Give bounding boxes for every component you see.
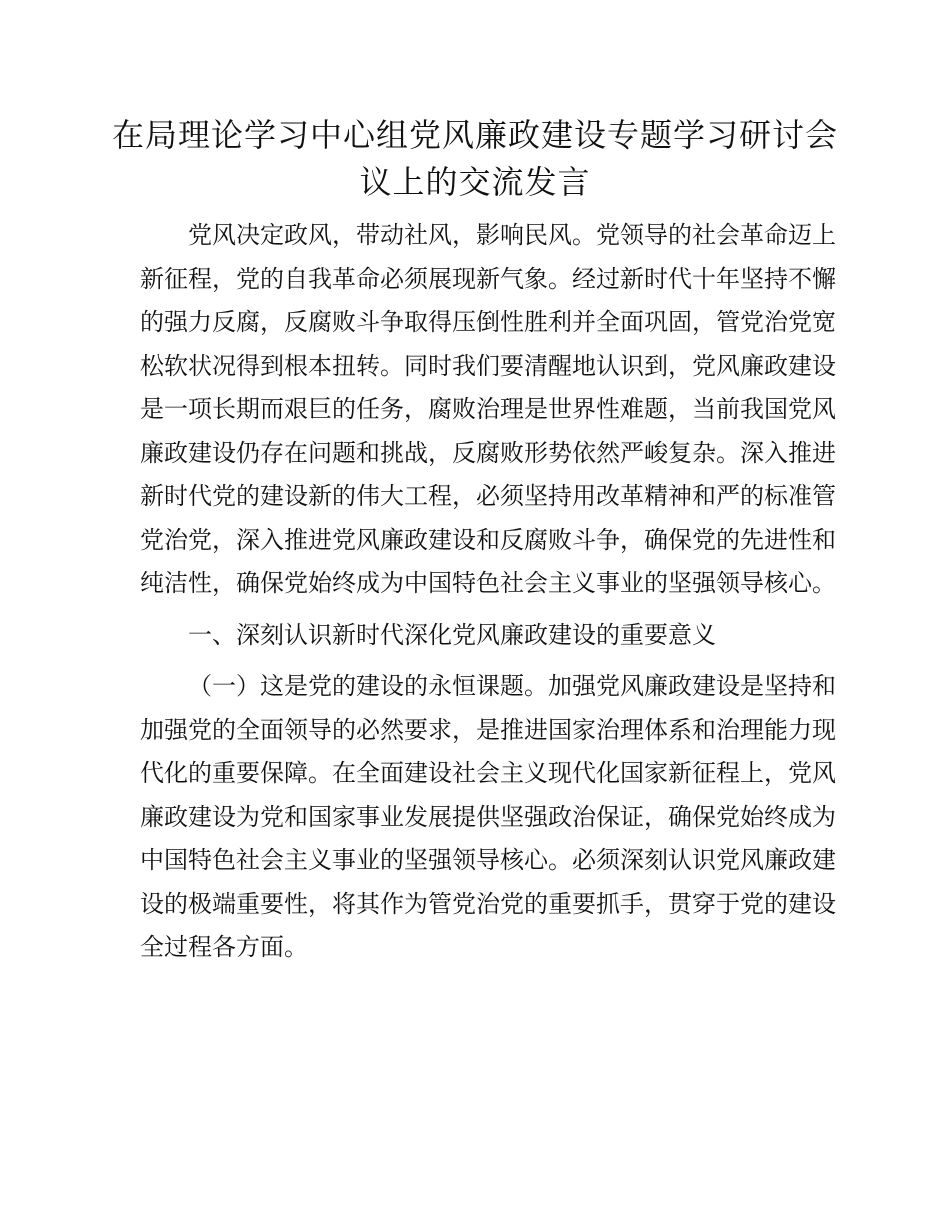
document-body bbox=[140, 214, 836, 978]
section-heading: 一、深刻认识新时代深化党风廉政建设的重要意义 bbox=[188, 620, 716, 649]
subsection-paragraph: （一）这是党的建设的永恒课题。加强党风廉政建设是坚持和加强党的全面领导的必然要求，是推进国家治理体系和治理能力现代化的重要保障。在全面建设社会主义现代化国家新征程上，党风廉政建设为党和国家事业发展提供坚强政治保证，确保党始终成为中国特色社会主义事业的坚强领导核心。必须深刻认识党风廉政建设的极端重要性，将其作为管党治党的重要抓手，贯穿于党的建设全过程各方面。 bbox=[140, 672, 836, 961]
intro-paragraph: 党风决定政风，带动社风，影响民风。党领导的社会革命迈上新征程，党的自我革命必须展现新气象。经过新时代十年坚持不懈的强力反腐，反腐败斗争取得压倒性胜利并全面巩固，管党治党宽松软状况得到根本扭转。同时我们要清醒地认识到，党风廉政建设是一项长期而艰巨的任务，腐败治理是世界性难题，当前我国党风廉政建设仍存在问题和挑战，反腐败形势依然严峻复杂。深入推进新时代党的建设新的伟大工程，必须坚持用改革精神和严的标准管党治党，深入推进党风廉政建设和反腐败斗争，确保党的先进性和纯洁性，确保党始终成为中国特色社会主义事业的坚强领导核心。 bbox=[140, 221, 836, 597]
document-title: 在局理论学习中心组党风廉政建设专题学习研讨会议上的交流发言 bbox=[111, 116, 838, 201]
